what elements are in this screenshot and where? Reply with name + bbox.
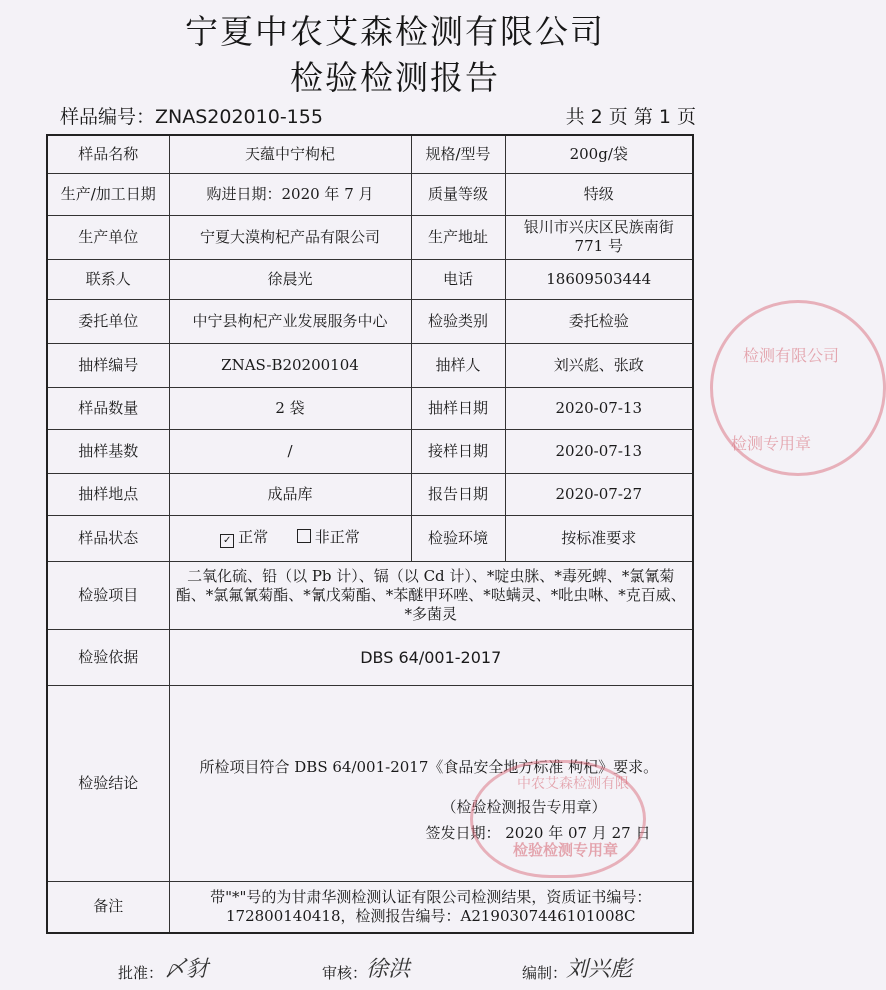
report-title: 检验检测报告 [290, 58, 500, 97]
value-report-date: 2020-07-27 [505, 473, 693, 515]
label-quality: 质量等级 [411, 173, 505, 215]
label-conclusion: 检验结论 [47, 685, 169, 881]
approve-label: 批准： [118, 964, 164, 982]
value-prod-date: 购进日期：2020 年 7 月 [169, 173, 411, 215]
label-sample-name: 样品名称 [47, 135, 169, 173]
official-stamp-conclusion [470, 760, 646, 878]
value-base: / [169, 429, 411, 473]
label-items: 检验项目 [47, 561, 169, 629]
value-sampler: 刘兴彪、张政 [505, 343, 693, 387]
label-receive-date: 接样日期 [411, 429, 505, 473]
table-row [47, 173, 693, 215]
value-location: 成品库 [169, 473, 411, 515]
review-signature: 徐洪 [366, 957, 411, 982]
table-row [47, 473, 693, 515]
conclusion-text: 所检项目符合 DBS 64/001-2017《食品安全地方标准 枸杞》要求。 [199, 757, 659, 776]
stamp-arc-text: 中农艾森检测有限 [517, 776, 629, 792]
approve-signature: 〆豺 [164, 957, 209, 982]
checkbox-normal-checked: ✓ [220, 534, 234, 548]
label-report-date: 报告日期 [411, 473, 505, 515]
label-prod-date: 生产/加工日期 [47, 173, 169, 215]
state-abnormal: 非正常 [314, 528, 360, 546]
value-sampling-date: 2020-07-13 [505, 387, 693, 429]
value-remarks: 带"*"号的为甘肃华测检测认证有限公司检测结果，资质证书编号：172800140418，检测报告编号：A2190307446101008C [169, 881, 693, 933]
label-basis: 检验依据 [47, 629, 169, 685]
value-basis: DBS 64/001-2017 [169, 629, 693, 685]
table-row [47, 629, 693, 685]
prepare-signature: 刘兴彪 [566, 957, 633, 982]
label-phone: 电话 [411, 259, 505, 299]
label-sampler: 抽样人 [411, 343, 505, 387]
value-client: 中宁县枸杞产业发展服务中心 [169, 299, 411, 343]
value-env: 按标准要求 [505, 515, 693, 561]
table-row [47, 561, 693, 629]
table-row [47, 343, 693, 387]
label-state: 样品状态 [47, 515, 169, 561]
table-row [47, 299, 693, 343]
label-client: 委托单位 [47, 299, 169, 343]
value-address: 银川市兴庆区民族南街771 号 [505, 215, 693, 259]
label-address: 生产地址 [411, 215, 505, 259]
label-base: 抽样基数 [47, 429, 169, 473]
table-row [47, 881, 693, 933]
value-producer: 宁夏大漠枸杞产品有限公司 [169, 215, 411, 259]
value-contact: 徐晨光 [169, 259, 411, 299]
value-receive-date: 2020-07-13 [505, 429, 693, 473]
checkbox-abnormal [297, 529, 311, 543]
table-row [47, 135, 693, 173]
label-producer: 生产单位 [47, 215, 169, 259]
label-qty: 样品数量 [47, 387, 169, 429]
label-sampling-no: 抽样编号 [47, 343, 169, 387]
company-name: 宁夏中农艾森检测有限公司 [185, 12, 605, 51]
value-qty: 2 袋 [169, 387, 411, 429]
value-sampling-no: ZNAS-B20200104 [169, 343, 411, 387]
sample-number: 样品编号：ZNAS202010-155 [60, 106, 323, 128]
table-row [47, 387, 693, 429]
label-sampling-date: 抽样日期 [411, 387, 505, 429]
label-spec: 规格/型号 [411, 135, 505, 173]
value-sample-name: 天蕴中宁枸杞 [169, 135, 411, 173]
stamp-text: 检验检测专用章 [513, 841, 619, 859]
label-remarks: 备注 [47, 881, 169, 933]
conclusion-seal-note: （检验检测报告专用章） [441, 797, 607, 816]
review-label: 审核： [322, 964, 368, 982]
table-row [47, 215, 693, 259]
label-test-type: 检验类别 [411, 299, 505, 343]
page-info: 共 2 页 第 1 页 [565, 106, 696, 128]
value-quality: 特级 [505, 173, 693, 215]
table-row [47, 515, 693, 561]
value-phone: 18609503444 [505, 259, 693, 299]
value-state [169, 515, 411, 561]
prepare-label: 编制： [522, 964, 568, 982]
value-spec: 200g/袋 [505, 135, 693, 173]
value-test-type: 委托检验 [505, 299, 693, 343]
issue-date: 签发日期： 2020 年 07 月 27 日 [425, 823, 651, 842]
table-row [47, 429, 693, 473]
table-row [47, 259, 693, 299]
label-contact: 联系人 [47, 259, 169, 299]
official-stamp-right: 检测有限公司 检测专用章 [710, 300, 886, 476]
label-env: 检验环境 [411, 515, 505, 561]
value-items: 二氧化硫、铅（以 Pb 计）、镉（以 Cd 计）、*啶虫脒、*毒死蜱、*氯氰菊酯、*氯氟氰菊酯、*氰戊菊酯、*苯醚甲环唑、*哒螨灵、*吡虫啉、*克百威、*多菌灵 [169, 561, 693, 629]
state-normal: 正常 [238, 528, 269, 546]
label-location: 抽样地点 [47, 473, 169, 515]
